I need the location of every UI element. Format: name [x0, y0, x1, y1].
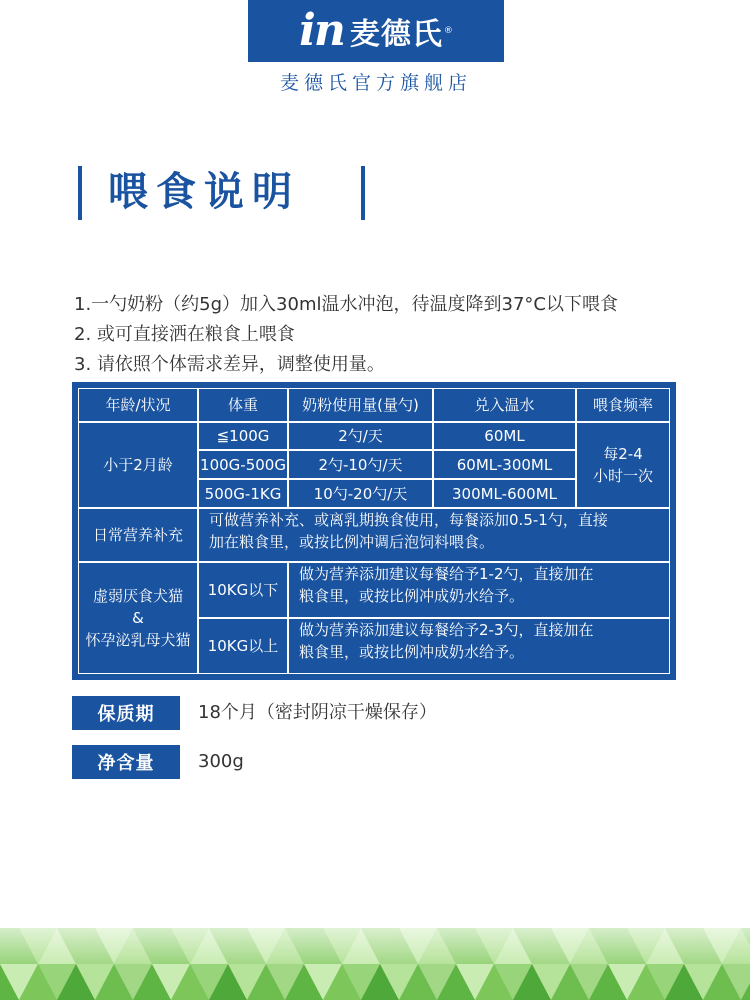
instruction-item: 3. 请依照个体需求差异，调整使用量。: [74, 354, 385, 375]
header-age: 年龄/状况: [78, 388, 198, 422]
frequency-line: 小时一次: [592, 467, 653, 485]
weight-cell: 500G-1KG: [198, 479, 288, 508]
shelf-life-label: 保质期: [72, 696, 180, 730]
row-label-under-2-months: 小于2月龄: [78, 422, 198, 508]
weight-cell: 10KG以下: [198, 562, 288, 618]
daily-nutrition-text: [198, 508, 670, 562]
text-line: 做为营养添加建议每餐给予1-2勺，直接加在: [299, 565, 594, 583]
instructions-list: [74, 290, 714, 380]
dosage-cell: 10勺-20勺/天: [288, 479, 433, 508]
row-label-daily-nutrition: 日常营养补充: [78, 508, 198, 562]
text-line: 加在粮食里，或按比例冲调后泡饲料喂食。: [209, 533, 495, 551]
instruction-item: 2. 或可直接洒在粮食上喂食: [74, 324, 295, 345]
dosage-cell: 2勺-10勺/天: [288, 450, 433, 479]
title-bar-left: [78, 166, 82, 220]
label-line: 怀孕泌乳母犬猫: [85, 631, 191, 649]
logo-name: 麦德氏: [349, 17, 443, 52]
frequency-cell: [576, 422, 670, 508]
feeding-table: [72, 382, 676, 680]
label-line: &: [132, 609, 144, 627]
instruction-item: 1.一勺奶粉（约5g）加入30ml温水冲泡，待温度降到37°C以下喂食: [74, 294, 618, 315]
text-line: 可做营养补充、或离乳期换食使用，每餐添加0.5-1勺，直接: [209, 511, 608, 529]
row-label-weak-pregnant: [78, 562, 198, 674]
advice-cell: [288, 562, 670, 618]
title-bar-right: [361, 166, 365, 220]
water-cell: 60ML: [433, 422, 576, 450]
label-line: 虚弱厌食犬猫: [92, 587, 183, 605]
header-frequency: 喂食频率: [576, 388, 670, 422]
weight-cell: ≦100G: [198, 422, 288, 450]
page-title: 喂食说明: [108, 169, 300, 215]
registered-mark: ®: [443, 26, 453, 36]
header-dosage: 奶粉使用量(量勺): [288, 388, 433, 422]
store-name: 麦德氏官方旗舰店: [279, 72, 472, 94]
shelf-life-value: 18个月（密封阴凉干燥保存）: [198, 702, 437, 723]
logo-mark: in: [299, 5, 344, 56]
net-content-value: 300g: [198, 751, 244, 772]
text-line: 做为营养添加建议每餐给予2-3勺，直接加在: [299, 621, 594, 639]
header-water: 兑入温水: [433, 388, 576, 422]
weight-cell: 100G-500G: [198, 450, 288, 479]
weight-cell: 10KG以上: [198, 618, 288, 674]
water-cell: 60ML-300ML: [433, 450, 576, 479]
green-pattern-decoration: [0, 928, 750, 1000]
water-cell: 300ML-600ML: [433, 479, 576, 508]
frequency-line: 每2-4: [603, 445, 643, 463]
text-line: 粮食里，或按比例冲成奶水给予。: [299, 643, 525, 661]
text-line: 粮食里，或按比例冲成奶水给予。: [299, 587, 525, 605]
dosage-cell: 2勺/天: [288, 422, 433, 450]
header-weight: 体重: [198, 388, 288, 422]
advice-cell: [288, 618, 670, 674]
brand-logo: [248, 0, 504, 62]
net-content-label: 净含量: [72, 745, 180, 779]
